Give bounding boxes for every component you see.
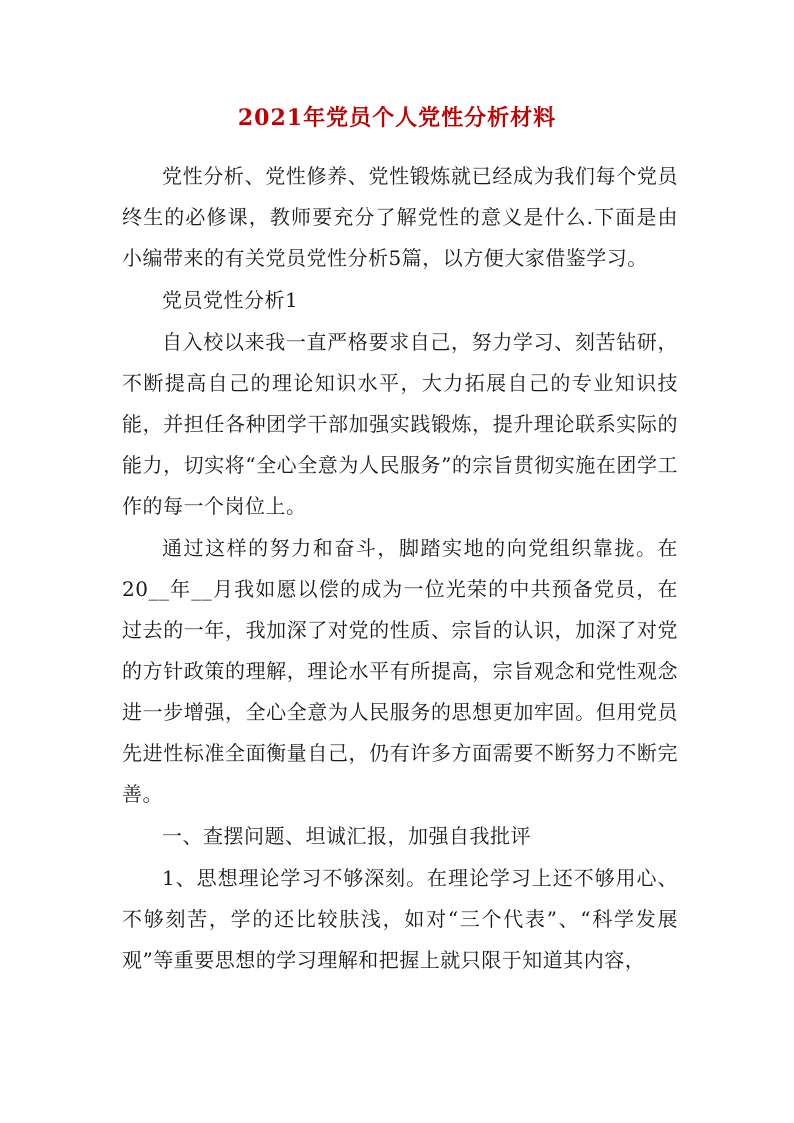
subsection-heading: 一、查摆问题、坦诚汇报，加强自我批评	[162, 824, 531, 848]
paragraph: 1、思想理论学习不够深刻。在理论学习上还不够用心、不够刻苦，学的还比较肤浅，如对“三个代表”、“科学发展观”等重要思想的学习理解和把握上就只限于知道其内容，	[122, 866, 678, 972]
document-title: 2021年党员个人党性分析材料	[237, 105, 557, 131]
paragraph: 自入校以来我一直严格要求自己，努力学习、刻苦钻研，不断提高自己的理论知识水平，大力拓展自己的专业知识技能，并担任各种团学干部加强实践锻炼，提升理论联系实际的能力，切实将“全心全意为人民服务”的宗旨贯彻实施在团学工作的每一个岗位上。	[122, 330, 678, 518]
section-heading: 党员党性分析1	[162, 288, 299, 312]
paragraph: 通过这样的努力和奋斗，脚踏实地的向党组织靠拢。在20__年__月我如愿以偿的成为一位光荣的中共预备党员，在过去的一年，我加深了对党的性质、宗旨的认识，加深了对党的方针政策的理解，理论水平有所提高，宗旨观念和党性观念进一步增强，全心全意为人民服务的思想更加牢固。但用党员先进性标准全面衡量自己，仍有许多方面需要不断努力不断完善。	[122, 536, 678, 806]
document-body	[122, 156, 678, 982]
paragraph-intro: 党性分析、党性修养、党性锻炼就已经成为我们每个党员终生的必修课，教师要充分了解党性的意义是什么.下面是由小编带来的有关党员党性分析5篇，以方便大家借鉴学习。	[122, 164, 678, 270]
